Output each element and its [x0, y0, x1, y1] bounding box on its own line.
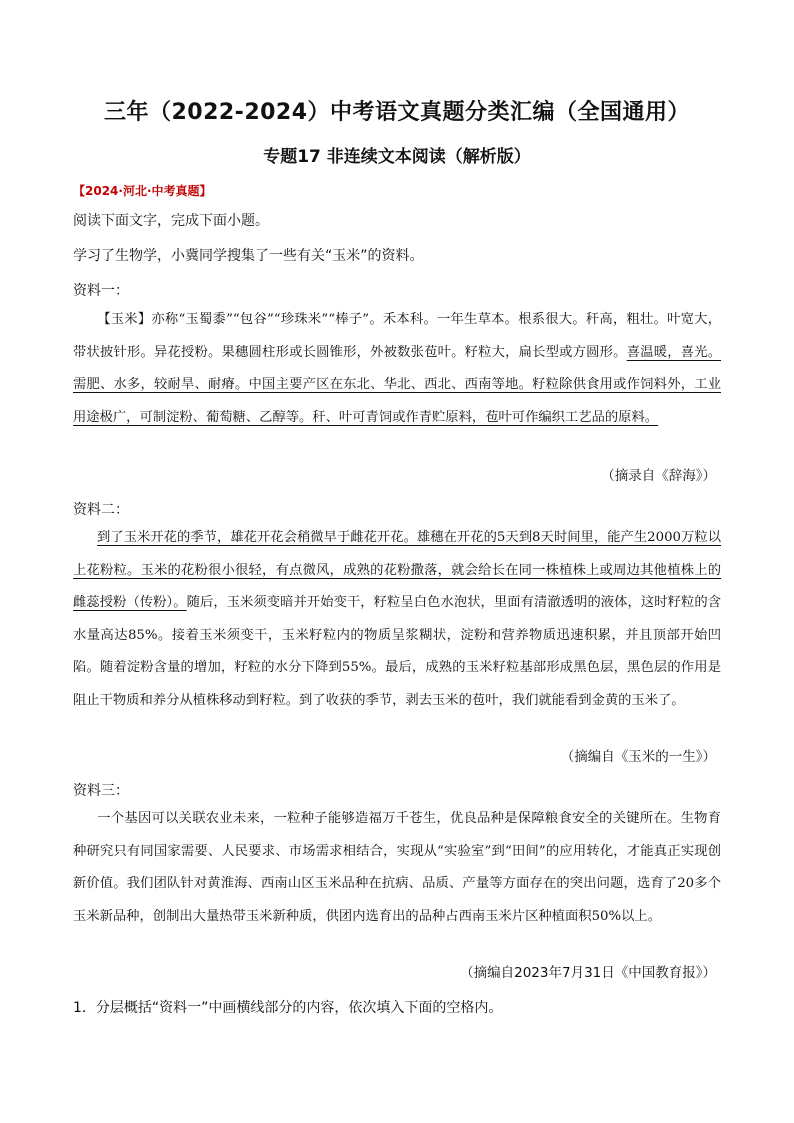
material1-underlined: 喜温暖，喜光。需肥、水多，较耐旱、耐瘠。中国主要产区在东北、华北、西北、西南等地。籽粒除供食用或作饲料外，工业用途极广，可制淀粉、葡萄糖、乙醇等。秆、叶可青饲或作青贮原料，苞叶可作编织工艺品的原料。	[73, 344, 722, 425]
material3-paragraph	[73, 803, 721, 933]
page-subtitle: 专题17 非连续文本阅读（解析版）	[263, 147, 531, 167]
material3-text: 一个基因可以关联农业未来，一粒种子能够造福万千苍生，优良品种是保障粮食安全的关键所在。生物育种研究只有同国家需要、人民要求、市场需求相结合，实现从“实验室”到“田间”的应用转化，才能真正实现创新价值。我们团队针对黄淮海、西南山区玉米品种在抗病、品质、产量等方面存在的突出问题，选育了20多个玉米新品种，创制出大量热带玉米新种质，供团内选育出的品种占西南玉米片区种植面积50%以上。	[73, 811, 721, 924]
material2-rest: 随后，玉米须变暗并开始变干，籽粒呈白色水泡状，里面有清澈透明的液体，这时籽粒的含水量高达85%。接着玉米须变干，玉米籽粒内的物质呈浆糊状，淀粉和营养物质迅速积累，并且顶部开始凹陷。随着淀粉含量的增加，籽粒的水分下降到55%。最后，成熟的玉米籽粒基部形成黑色层，黑色层的作用是阻止干物质和养分从植株移动到籽粒。到了收获的季节，剥去玉米的苞叶，我们就能看到金黄的玉米了。	[73, 595, 721, 708]
material1-lead: 【玉米】亦称“玉蜀黍”“包谷”“珍珠米”“棒子”。禾本科。一年生草本。根系很大。秆高，粗壮。叶宽大，带状披针形。异花授粉。果穗圆柱形或长圆锥形，外被数张苞叶。籽粒大，扁长型或方圆形。	[73, 312, 721, 360]
material2-heading: 资料二：	[73, 502, 129, 518]
material3-heading: 资料三：	[73, 783, 129, 799]
instruction-text: 阅读下面文字，完成下面小题。	[73, 213, 269, 229]
material1-credit: （摘录自《辞海》）	[601, 468, 716, 484]
material2-credit: （摘编自《玉米的一生》）	[560, 749, 716, 765]
context-text: 学习了生物学，小冀同学搜集了一些有关“玉米”的资料。	[73, 248, 424, 264]
source-tag: 【2024·河北·中考真题】	[73, 184, 212, 198]
material3-credit: （摘编自2023年7月31日《中国教育报》）	[460, 965, 716, 981]
material1-heading: 资料一：	[73, 283, 129, 299]
material2-paragraph	[73, 522, 721, 717]
question-1: 1．分层概括“资料一”中画横线部分的内容，依次填入下面的空格内。	[73, 1000, 503, 1016]
page-title: 三年（2022-2024）中考语文真题分类汇编（全国通用）	[103, 100, 691, 125]
material2-underlined: 到了玉米开花的季节，雄花开花会稍微早于雌花开花。雄穗在开花的5天到8天时间里，能产生2000万粒以上花粉粒。玉米的花粉很小很轻，有点微风，成熟的花粉撒落，就会给长在同一株植株上或周边其他植株上的雌蕊授粉（传粉）。	[73, 530, 721, 610]
material1-paragraph	[73, 304, 721, 434]
